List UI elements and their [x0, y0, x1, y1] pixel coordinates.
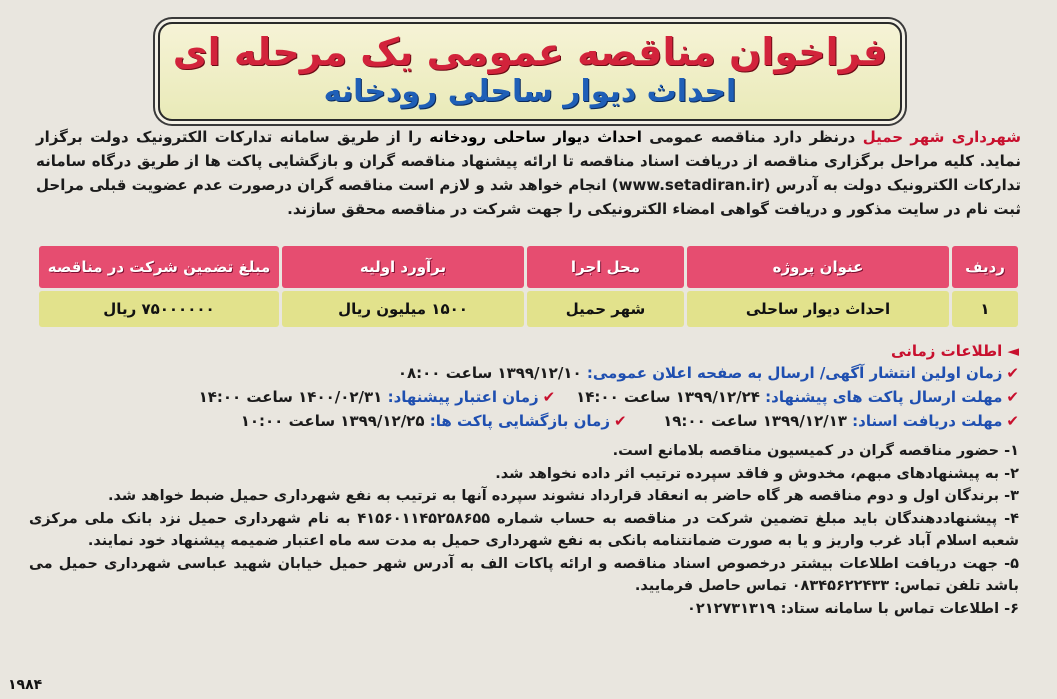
check-icon: ✔ [542, 388, 556, 406]
tender-table [36, 243, 1021, 330]
receive-label: مهلت دریافت اسناد: [852, 412, 1003, 430]
opening-value: ۱۳۹۹/۱۲/۲۵ ساعت ۱۰:۰۰ [240, 412, 425, 430]
notice-title: فراخوان مناقصه عمومی یک مرحله ای [172, 30, 888, 74]
opening-label: زمان بازگشایی پاکت ها: [429, 412, 610, 430]
list-item: ۵- جهت دریافت اطلاعات بیشتر درخصوص اسناد مناقصه و ارائه پاکات الف به آدرس شهر حمیل خیابان شهید عباسی شهرداری حمیل می باشد تلفن تماس: ۰۸۳۴۵۶۲۲۴۳۳ تماس حاصل فرمایید. [29, 555, 1019, 594]
setadiran-url: www.setadiran.ir [618, 176, 764, 194]
notice-header [158, 22, 902, 121]
intro-text-3: ) انجام خواهد شد و لازم است مناقصه گران درصورت عدم عضویت قبلی مراحل ثبت نام در سایت مذکور و دریافت گواهی امضاء الکترونیکی را جهت شرکت در مناقصه محقق سازند. [36, 176, 1021, 218]
validity-value: ۱۴۰۰/۰۲/۳۱ ساعت ۱۴:۰۰ [198, 388, 383, 406]
intro-text-1: درنظر دارد مناقصه عمومی [641, 128, 863, 146]
organizer-name: شهرداری شهر حمیل [862, 128, 1021, 146]
cell-project-title: احداث دیوار ساحلی [687, 291, 949, 327]
submit-label: مهلت ارسال پاکت های پیشنهاد: [765, 388, 1003, 406]
timing-row-publish [398, 364, 1019, 382]
check-icon: ✔ [1006, 412, 1019, 430]
ad-code: ۱۹۸۴ [8, 677, 43, 693]
timing-heading [891, 342, 1019, 360]
list-item: ۴- پیشنهاددهندگان باید مبلغ تضمین شرکت در مناقصه به حساب شماره ۴۱۵۶۰۱۱۴۵۲۵۸۶۵۵ به نام شهرداری حمیل نزد بانک ملی مرکزی شعبه اسلام آباد غرب واریز و یا به صورت ضمانتنامه بانکی به نفع شهرداری حمیل به مدت سه ماه اعتبار ضمیمه پیشنهاد خود نمایند. [29, 510, 1019, 549]
timing-row-receive [241, 412, 1019, 430]
check-icon: ✔ [1006, 388, 1019, 406]
cell-row-number: ۱ [952, 291, 1018, 327]
timing-row-submit [199, 388, 1019, 406]
validity-label: زمان اعتبار پیشنهاد: [387, 388, 539, 406]
col-project-title: عنوان پروژه [687, 246, 949, 288]
cell-guarantee: ۷۵۰۰۰۰۰۰ ریال [39, 291, 279, 327]
col-estimate: برآورد اولیه [282, 246, 524, 288]
list-item: ۲- به پیشنهادهای مبهم، مخدوش و فاقد سپرده ترتیب اثر داده نخواهد شد. [495, 465, 1019, 482]
intro-paragraph [36, 125, 1021, 221]
conditions-list [29, 440, 1019, 620]
publish-label: زمان اولین انتشار آگهی/ ارسال به صفحه اعلان عمومی: [586, 364, 1003, 382]
col-guarantee: مبلغ تضمین شرکت در مناقصه [39, 246, 279, 288]
timing-heading-label: اطلاعات زمانی [891, 342, 1003, 360]
cell-estimate: ۱۵۰۰ میلیون ریال [282, 291, 524, 327]
list-item: ۱- حضور مناقصه گران در کمیسیون مناقصه بلامانع است. [612, 443, 1019, 459]
intro-text-2: را از طریق سامانه تدارکات الکترونیک دولت برگزار نماید. کلیه مراحل برگزاری مناقصه از دریافت اسناد مناقصه تا ارائه پیشنهاد مناقصه گران و بازگشایی پاکت ها از طریق درگاه سامانه تدارکات الکترونیک دولت به آدرس ( [36, 128, 1022, 194]
notice-subtitle: احداث دیوار ساحلی رودخانه [323, 74, 737, 109]
triangle-icon: ◄ [1002, 342, 1019, 360]
publish-value: ۱۳۹۹/۱۲/۱۰ ساعت ۰۸:۰۰ [397, 364, 582, 382]
table-header-row [39, 246, 1018, 288]
list-item: ۳- برندگان اول و دوم مناقصه هر گاه حاضر به انعقاد قرارداد نشوند سپرده آنها به ترتیب به نفع شهرداری حمیل ضبط خواهد شد. [107, 488, 1019, 504]
table-row [39, 291, 1018, 327]
check-icon: ✔ [1006, 364, 1019, 382]
list-item: ۶- اطلاعات تماس با سامانه ستاد: ۰۲۱۲۷۳۱۳۱۹ [687, 600, 1019, 617]
receive-value: ۱۳۹۹/۱۲/۱۳ ساعت ۱۹:۰۰ [663, 412, 847, 430]
col-row-number: ردیف [952, 246, 1018, 288]
submit-value: ۱۳۹۹/۱۲/۲۴ ساعت ۱۴:۰۰ [576, 388, 760, 406]
project-name: احداث دیوار ساحلی رودخانه [429, 128, 642, 146]
col-location: محل اجرا [527, 246, 684, 288]
check-icon: ✔ [613, 412, 627, 430]
cell-location: شهر حمیل [527, 291, 684, 327]
